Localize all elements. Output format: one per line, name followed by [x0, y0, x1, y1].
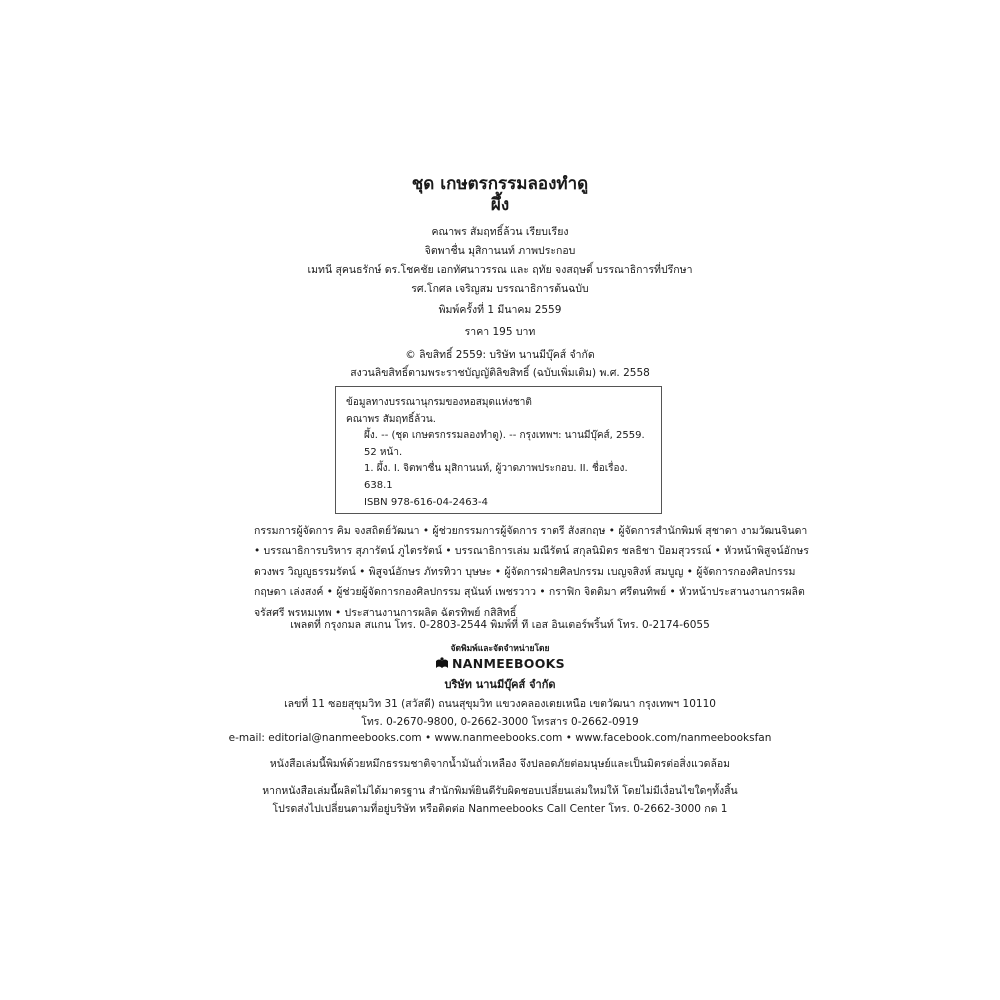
cip-catalog-box	[335, 386, 662, 514]
defect-note-1: หากหนังสือเล่มนี้ผลิตไม่ได้มาตรฐาน สำนักพิมพ์ยินดีรับผิดชอบเปลี่ยนเล่มใหม่ให้ โดยไม่มีเงื่อนไขใดๆทั้งสิ้น	[262, 785, 738, 797]
company-address: เลขที่ 11 ซอยสุขุมวิท 31 (สวัสดี) ถนนสุขุมวิท แขวงคลองเตยเหนือ เขตวัฒนา กรุงเทพฯ 10110	[284, 698, 716, 710]
company-phone: โทร. 0-2670-9800, 0-2662-3000 โทรสาร 0-2662-0919	[361, 716, 639, 728]
staff-line: กฤษดา เล่งสงค์ • ผู้ช่วยผู้จัดการกองศิลปกรรม สุนันท์ เพชรวาว • กราฟิก จิตติมา ศรีตนทิพย์ • หัวหน้าประสานงานการผลิต	[254, 586, 805, 599]
staff-line: จรัสศรี พรหมเทพ • ประสานงานการผลิต ฉัตรทิพย์ กสิสิทธิ์	[254, 606, 517, 619]
paper-note: หนังสือเล่มนี้พิมพ์ด้วยหมึกธรรมชาติจากน้ำมันถั่วเหลือง จึงปลอดภัยต่อมนุษย์และเป็นมิตรต่อสิ่งแวดล้อม	[269, 758, 731, 770]
cip-isbn: ISBN 978-616-04-2463-4	[364, 496, 488, 508]
cip-subjects: 1. ผึ้ง. I. จิตพาชื่น มุสิกานนท์, ผู้วาดภาพประกอบ. II. ชื่อเรื่อง.	[364, 463, 628, 475]
staff-line: ดวงพร วิญญูธรรมรัตน์ • พิสูจน์อักษร ภัทรทิวา บุษษะ • ผู้จัดการฝ่ายศิลปกรรม เบญจสิงห์ สมบูญ • ผู้จัดการกองศิลปกรรม	[254, 565, 796, 578]
staff-line: กรรมการผู้จัดการ คิม จงสถิตย์วัฒนา • ผู้ช่วยกรรมการผู้จัดการ ราตรี สังสกฤษ • ผู้จัดการสำนักพิมพ์ สุชาดา งามวัฒนจินดา	[254, 525, 808, 537]
contact-links: e-mail: editorial@nanmeebooks.com • www.nanmeebooks.com • www.facebook.com/nanmeebooksfan	[228, 732, 772, 744]
copyright-line: © ลิขสิทธิ์ 2559: บริษัท นานมีบุ๊คส์ จำกัด	[405, 349, 595, 361]
credit-advisors: เมทนี สุคนธรักษ์ ดร.โชคชัย เอกทัศนาวรรณ และ ฤทัย จงสฤษดิ์ บรรณาธิการที่ปรึกษา	[307, 264, 693, 276]
book-title: ผึ้ง	[490, 195, 510, 215]
plate-print-info: เพลตที่ กรุงกมล สแกน โทร. 0-2803-2544 พิมพ์ที่ ที เอส อินเตอร์พริ้นท์ โทร. 0-2174-6055	[290, 619, 710, 631]
publisher-logo-icon	[435, 657, 449, 669]
cip-pages: 52 หน้า.	[364, 446, 403, 458]
distributor-label: จัดพิมพ์และจัดจำหน่ายโดย	[450, 644, 550, 654]
rights-reserved: สงวนลิขสิทธิ์ตามพระราชบัญญัติลิขสิทธิ์ (ฉบับเพิ่มเติม) พ.ศ. 2558	[350, 367, 650, 379]
cip-author: คณาพร สัมฤทธิ์ล้วน.	[346, 413, 436, 425]
print-edition: พิมพ์ครั้งที่ 1 มีนาคม 2559	[438, 304, 562, 316]
series-title: ชุด เกษตรกรรมลองทำดู	[411, 174, 589, 194]
defect-note-2: โปรดส่งไปเปลี่ยนตามที่อยู่บริษัท หรือติดต่อ Nanmeebooks Call Center โทร. 0-2662-3000 กด 1	[272, 803, 728, 815]
staff-credits	[254, 521, 809, 623]
cip-header: ข้อมูลทางบรรณานุกรมของหอสมุดแห่งชาติ	[346, 397, 532, 408]
credit-editor: รศ.โกศล เจริญสม บรรณาธิการต้นฉบับ	[411, 283, 589, 295]
company-name: บริษัท นานมีบุ๊คส์ จำกัด	[444, 678, 556, 691]
credit-illustrator: จิตพาชื่น มุสิกานนท์ ภาพประกอบ	[424, 245, 576, 257]
logo-text: NANMEEBOOKS	[452, 656, 565, 671]
cip-classification: 638.1	[364, 479, 393, 491]
credit-compiler: คณาพร สัมฤทธิ์ล้วน เรียบเรียง	[431, 226, 569, 238]
nanmeebooks-logo	[0, 656, 1000, 671]
cip-title-line: ผึ้ง. -- (ชุด เกษตรกรรมลองทำดู). -- กรุงเทพฯ: นานมีบุ๊คส์, 2559.	[364, 430, 645, 442]
staff-line: • บรรณาธิการบริหาร สุภารัตน์ ภูไตรรัตน์ • บรรณาธิการเล่ม มณีรัตน์ สกุลนิมิตร ชลธิชา ป้อมสุวรรณ์ • หัวหน้าพิสูจน์อักษร	[254, 545, 809, 558]
price: ราคา 195 บาท	[464, 326, 536, 338]
